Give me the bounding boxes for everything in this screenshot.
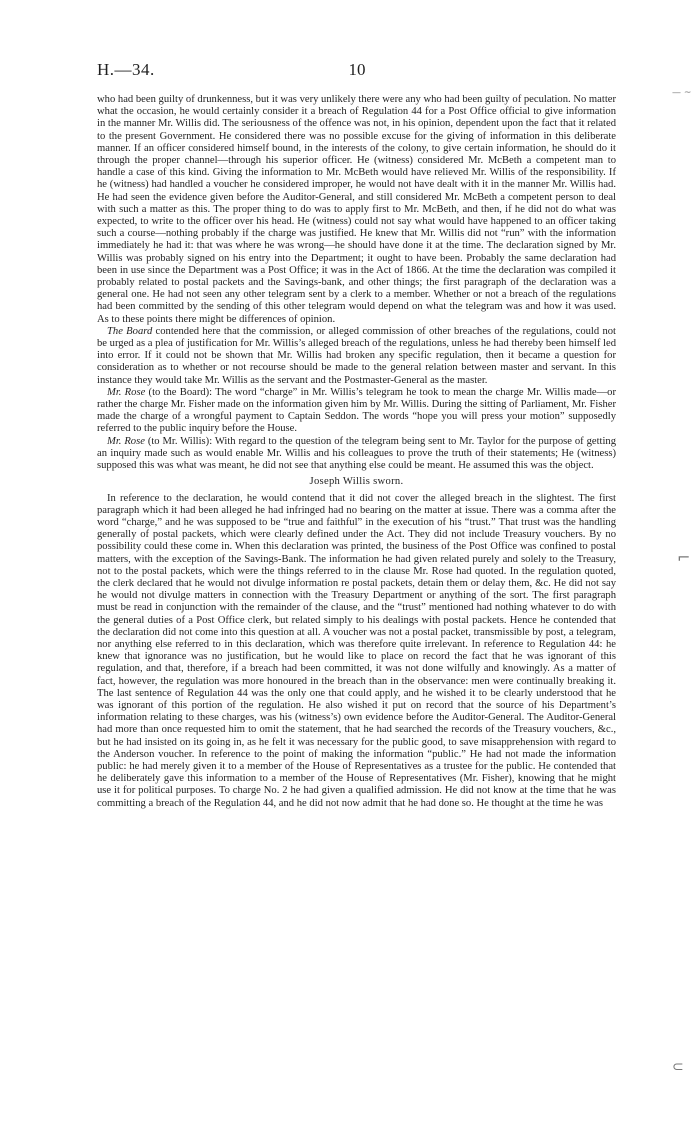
paragraph-text: contended here that the commission, or alleged commission of other breaches of the regulations, could not be urged as a plea of justification for Mr. Willis’s alleged breach of the regulations, unless he had thereby been himself led into error. If it could not be shown that Mr. Willis had broken any specific regulation, then it became a question for consideration as to whether or not recourse should be made to the general relation between master and servant. In this instance they would take Mr. Willis as the servant and the Postmaster-General as the master. xyxy=(97,325,616,386)
speaker-name: Mr. Rose xyxy=(107,435,145,447)
paragraph-text: (to Mr. Willis): With regard to the question of the telegram being sent to Mr. Taylor for the purpose of getting an inquiry made such as would enable Mr. Willis and his colleagues to prove the truth of their statements; He (witness) supposed this was what was meant, he did not see that anything else could be meant. He assumed this was the object. xyxy=(97,435,616,472)
section-heading-witness-sworn: Joseph Willis sworn. xyxy=(309,476,404,488)
margin-scan-mark: ⊂ xyxy=(672,1059,684,1075)
page-number: 10 xyxy=(348,60,366,79)
paragraph-rose-to-willis xyxy=(97,436,616,473)
paragraph-board-statement xyxy=(97,326,616,387)
paragraph-rose-to-board xyxy=(97,387,616,436)
document-reference: H.—34. xyxy=(97,60,155,79)
paragraph-willis-testimony: In reference to the declaration, he would contend that it did not cover the alleged breach in the slightest. The first paragraph which it had been alleged he had infringed had no bearing on the matter at issue. There was a comma after the word “charge,” and he was supposed to be “true and faithful” in the execution of his “trust.” That trust was the handling generally of postal packets, which were clearly defined under the Act. They did not include Treasury vouchers. By no possibility could these come in. When this declaration was printed, the business of the Post Office was confined to postal matters, with the exception of the Savings-Bank. The information he had given related purely and solely to the Treasury, not to the postal packets, which were the things referred to in the clause Mr. Rose had quoted. In the regulation quoted, the clerk declared that he would not divulge information re postal packets, detain them or delay them, &c. He did not say he would not divulge matters in connection with the Treasury Department or anything of the sort. The first paragraph must be read in conjunction with the remainder of the clause, and the “trust” mentioned had nothing whatever to do with the general duties of a Post Office clerk, but related simply to his dealings with postal packets. Hence he contended that the declaration did not come into this question at all. A voucher was not a postal packet, transmissible by post, a telegram, nor anything else referred to in this declaration, which was therefore quite irrelevant. In reference to Regulation 44: he knew that ignorance was no justification, but he would like to place on record the fact that he was ignorant of this regulation, and that, therefore, if a breach had been committed, it was not done wilfully and knowingly. As a matter of fact, however, the regulation was more honoured in the breach than in the observance: men were continually breaking it. The last sentence of Regulation 44 was the only one that could apply, and he wished it to be clearly understood that he was ignorant of this portion of the regulation. He also wished it put on record that the source of his Department’s information relating to these charges, was his (witness’s) own evidence before the Auditor-General. The Auditor-General had more than once requested him to omit the statement, that he had searched the records of the Treasury vouchers, &c., but he had insisted on its going in, as he felt it was necessary for the public good, to save misapprehension with regard to the Anderson voucher. In reference to the point of making the information “public.” He had not made the information public: he had merely given it to a member of the House of Representatives as a trustee for the public. He contended that he deliberately gave this information to a member of the House of Representatives (Mr. Fisher), knowing that he might use it for political purposes. To charge No. 2 he had given a qualified admission. He did not know at the time that he was committing a breach of the Regulation 44, and he did not now admit that he had done so. He thought at the time he was xyxy=(97,492,616,809)
paragraph-text: (to the Board): The word “charge” in Mr. Willis’s telegram he took to mean the charge Mr. Willis made—or rather the charge Mr. Fisher made on the information given him by Mr. Willis. During the sitting of Parliament, Mr. Fisher made the charge of a wrongful payment to Captain Seddon. The words “hope you will press your motion” supposedly referred to the public inquiry before the House. xyxy=(97,386,616,435)
margin-scan-mark: ⌐ xyxy=(677,548,691,567)
page-header xyxy=(97,60,607,86)
paragraph-continued-testimony: who had been guilty of drunkenness, but it was very unlikely there were any who had been guilty of peculation. No matter what the occasion, he would certainly consider it a breach of Regulation 44 for a Post Office official to give information in the manner Mr. Willis did. The seriousness of the offence was not, in his opinion, dependent upon the fact that it related to the present Government. He considered there was no possible excuse for the giving of information in this deliberate manner. If an officer considered himself bound, in the interests of the colony, to give certain information, he should do it through the proper channel—through his superior officer. He (witness) considered Mr. McBeth a competent man to handle a case of this kind. Giving the information to Mr. McBeth would have relieved Mr. Willis of the responsibility. If he (witness) had handled a voucher he considered improper, he would not have dealt with it in the manner Mr. Willis had. He had seen the evidence given before the Auditor-General, and still considered Mr. McBeth a competent person to deal with such a matter as this. The proper thing to do was to apply first to Mr. McBeth, and then, if he did not do what was expected, to write to the officer over his head. He (witness) could not say what would have happened to an officer taking such a course—nothing probably if the charge was justified. He knew that Mr. Willis did not “run” with the information immediately he had it: that was where he was wrong—he should have done it at the time. The declaration signed by Mr. Willis was probably signed on his entry into the Department; it ought to have been. Probably the same declaration had been in use since the Department was a Post Office; it was in the Act of 1866. At the time the declaration was compiled it probably related to postal packets and the Savings-bank, and other things; the first paragraph of the declaration was a general one. He had not seen any other telegram sent by a clerk to a member. Whether or not a breach of the regulations had been committed by the sending of this other telegram would depend on what the telegram was and how it was used. As to these points there might be differences of opinion. xyxy=(97,94,616,325)
body-text xyxy=(97,94,616,810)
margin-scan-mark: — ~ xyxy=(672,88,692,98)
speaker-name: The Board xyxy=(107,325,153,337)
speaker-name: Mr. Rose xyxy=(107,386,146,398)
